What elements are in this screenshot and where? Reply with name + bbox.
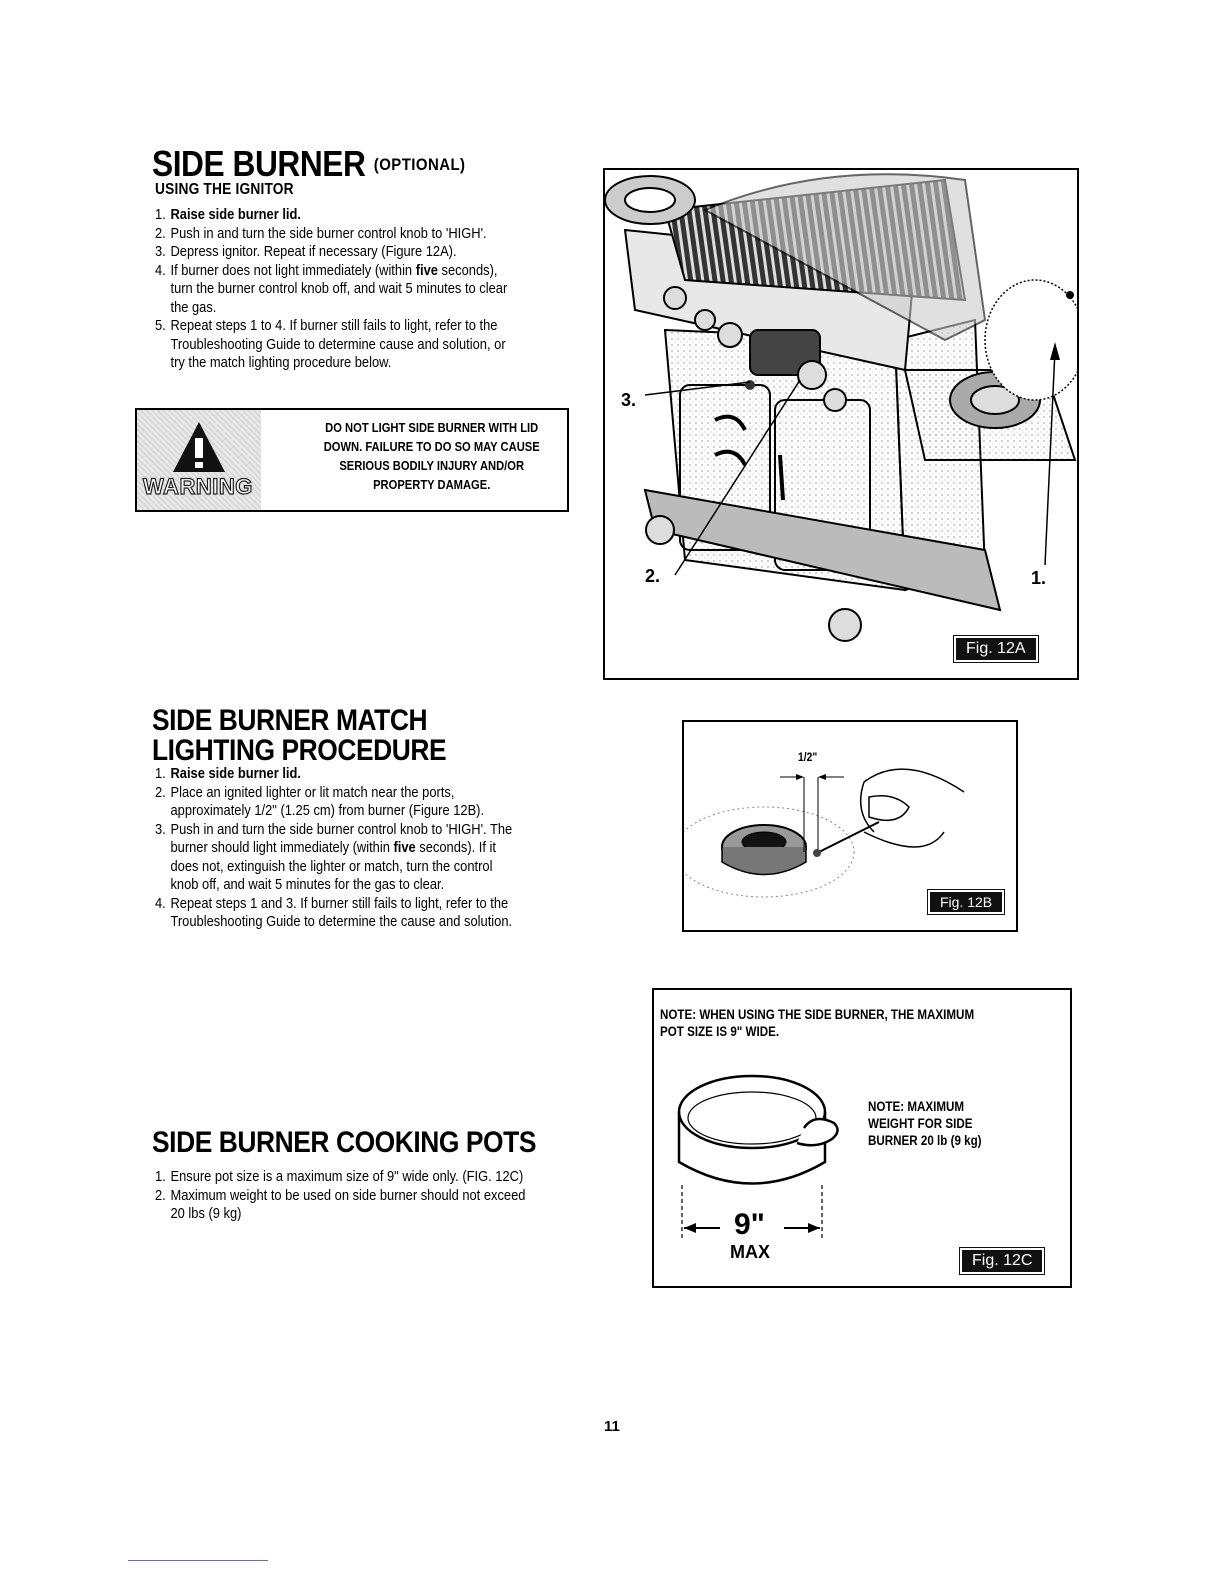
dimension-half-inch: 1/2"	[798, 750, 818, 764]
pot-illustration	[654, 990, 1070, 1286]
grill-illustration	[605, 170, 1077, 678]
section-title-match-lighting: SIDE BURNER MATCH LIGHTING PROCEDURE	[152, 704, 447, 767]
pot-size-note: NOTE: WHEN USING THE SIDE BURNER, THE MAXIMUM POT SIZE IS 9" WIDE.	[660, 1007, 975, 1039]
fig-12a-label: Fig. 12A	[954, 636, 1038, 662]
warning-image	[137, 410, 261, 510]
callout-2: 2.	[645, 566, 661, 586]
dimension-9-inch: 9"	[734, 1208, 765, 1241]
section-title-cooking-pots: SIDE BURNER COOKING POTS	[152, 1126, 537, 1159]
list-item: 5. Repeat steps 1 to 4. If burner still fails to light, refer to the Troubleshooting Guide to determine cause and solution, or try the match lighting procedure below.	[155, 317, 506, 371]
callout-1: 1.	[1031, 568, 1047, 588]
list-item: 1. Raise side burner lid.	[155, 206, 301, 223]
title-suffix-optional: (OPTIONAL)	[373, 155, 466, 174]
match-lighting-steps-list	[155, 765, 585, 932]
cooking-pots-steps-list	[155, 1168, 619, 1224]
list-item: 4. Repeat steps 1 and 3. If burner still fails to light, refer to the Troubleshooting Guide to determine the cause and solution.	[155, 894, 513, 930]
figure-12a	[603, 168, 1079, 680]
max-label: MAX	[730, 1242, 770, 1262]
figure-12c	[652, 988, 1072, 1288]
list-item: 4. If burner does not light immediately (within five seconds), turn the burner control knob off, and wait 5 minutes to clear the gas.	[155, 261, 508, 316]
warning-box	[135, 408, 569, 512]
list-item: 1. Ensure pot size is a maximum size of 9" wide only. (FIG. 12C)	[155, 1168, 524, 1185]
warning-text: DO NOT LIGHT SIDE BURNER WITH LID DOWN. FAILURE TO DO SO MAY CAUSE SERIOUS BODILY INJURY AND/OR PROPERTY DAMAGE.	[323, 420, 540, 492]
list-item: 2. Push in and turn the side burner control knob to 'HIGH'.	[155, 224, 487, 242]
fig-12c-label: Fig. 12C	[960, 1248, 1044, 1274]
page-number: 11	[604, 1418, 620, 1435]
list-item: 3. Depress ignitor. Repeat if necessary (Figure 12A).	[155, 243, 457, 260]
list-item: 1. Raise side burner lid.	[155, 765, 301, 782]
list-item: 2. Place an ignited lighter or lit match near the ports, approximately 1/2" (1.25 cm) from burner (Figure 12B).	[155, 783, 485, 819]
subtitle-using-ignitor: USING THE IGNITOR	[155, 181, 294, 198]
bottom-rule	[128, 1560, 268, 1561]
fig-12b-label: Fig. 12B	[928, 890, 1004, 914]
figure-12b	[682, 720, 1018, 932]
list-item: 3. Push in and turn the side burner control knob to 'HIGH'. The burner should light immediately (within five seconds). If it does not, extinguish the lighter or match, turn the control knob off, and wait 5 minutes for the gas to clear.	[155, 820, 513, 893]
max-weight-note: NOTE: MAXIMUM WEIGHT FOR SIDE BURNER 20 lb (9 kg)	[868, 1099, 982, 1148]
section-title-side-burner: SIDE BURNER (OPTIONAL)	[152, 143, 466, 184]
list-item: 2. Maximum weight to be used on side burner should not exceed 20 lbs (9 kg)	[155, 1186, 526, 1222]
ignitor-steps-list	[155, 206, 585, 373]
callout-3: 3.	[621, 390, 637, 410]
warning-label: WARNING	[143, 474, 253, 499]
